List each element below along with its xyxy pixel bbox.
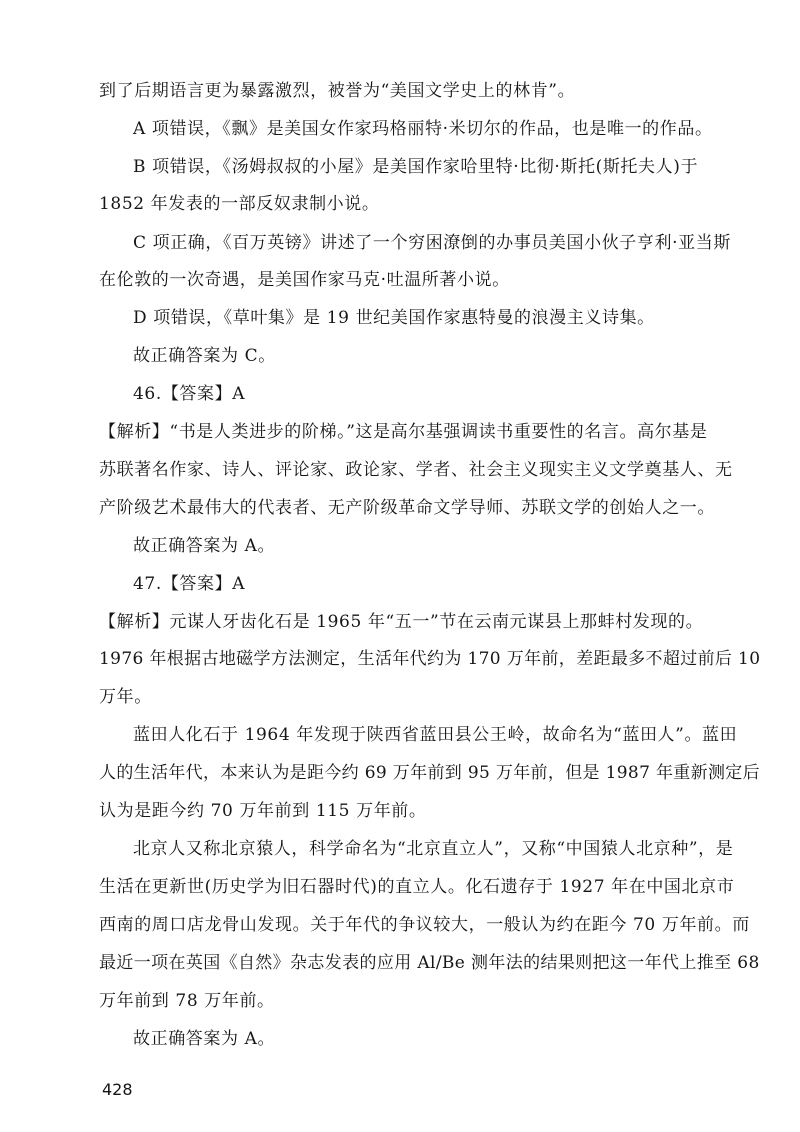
text-line: 故正确答案为 C。 xyxy=(133,346,276,366)
text-line: 1976 年根据古地磁学方法测定，生活年代约为 170 万年前，差距最多不超过前后 10 xyxy=(99,649,761,669)
text-line: 在伦敦的一次奇遇，是美国作家马克·吐温所著小说。 xyxy=(99,270,510,290)
answer-heading: 47.【答案】A xyxy=(133,574,246,594)
text-line: 北京人又称北京猿人，科学命名为“北京直立人”，又称“中国猿人北京种”，是 xyxy=(133,839,734,859)
text-line: 产阶级艺术最伟大的代表者、无产阶级革命文学导师、苏联文学的创始人之一。 xyxy=(99,498,715,518)
text-line: 蓝田人化石于 1964 年发现于陕西省蓝田县公王岭，故命名为“蓝田人”。蓝田 xyxy=(133,725,738,745)
text-line: 故正确答案为 A。 xyxy=(133,536,276,556)
text-line: 万年。 xyxy=(99,687,152,707)
text-line: 最近一项在英国《自然》杂志发表的应用 Al/Be 测年法的结果则把这一年代上推至 68 xyxy=(99,953,760,973)
text-line: 故正确答案为 A。 xyxy=(133,1029,276,1049)
text-line: 人的生活年代，本来认为是距今约 69 万年前到 95 万年前，但是 1987 年重新测定后 xyxy=(99,763,760,783)
text-line: 苏联著名作家、诗人、评论家、政论家、学者、社会主义现实主义文学奠基人、无 xyxy=(99,460,733,480)
text-line: 认为是距今约 70 万年前到 115 万年前。 xyxy=(99,801,427,821)
text-line: 【解析】元谋人牙齿化石是 1965 年“五一”节在云南元谋县上那蚌村发现的。 xyxy=(99,612,704,632)
text-line: 1852 年发表的一部反奴隶制小说。 xyxy=(99,194,380,214)
text-line: 生活在更新世(历史学为旧石器时代)的直立人。化石遗存于 1927 年在中国北京市 xyxy=(99,877,735,897)
text-line: C 项正确，《百万英镑》讲述了一个穷困潦倒的办事员美国小伙子亨利·亚当斯 xyxy=(133,233,731,253)
text-line: 到了后期语言更为暴露激烈，被誉为“美国文学史上的林肯”。 xyxy=(99,81,576,101)
text-line: D 项错误，《草叶集》是 19 世纪美国作家惠特曼的浪漫主义诗集。 xyxy=(133,308,655,328)
text-line: B 项错误，《汤姆叔叔的小屋》是美国作家哈里特·比彻·斯托(斯托夫人)于 xyxy=(133,157,699,177)
text-line: 【解析】“书是人类进步的阶梯。”这是高尔基强调读书重要性的名言。高尔基是 xyxy=(99,422,708,442)
text-line: 万年前到 78 万年前。 xyxy=(99,991,275,1011)
text-line: A 项错误，《飘》是美国女作家玛格丽特·米切尔的作品，也是唯一的作品。 xyxy=(133,119,713,139)
text-line: 西南的周口店龙骨山发现。关于年代的争议较大，一般认为约在距今 70 万年前。而 xyxy=(99,915,750,935)
answer-heading: 46.【答案】A xyxy=(133,384,246,404)
page-number: 428 xyxy=(102,1080,133,1099)
